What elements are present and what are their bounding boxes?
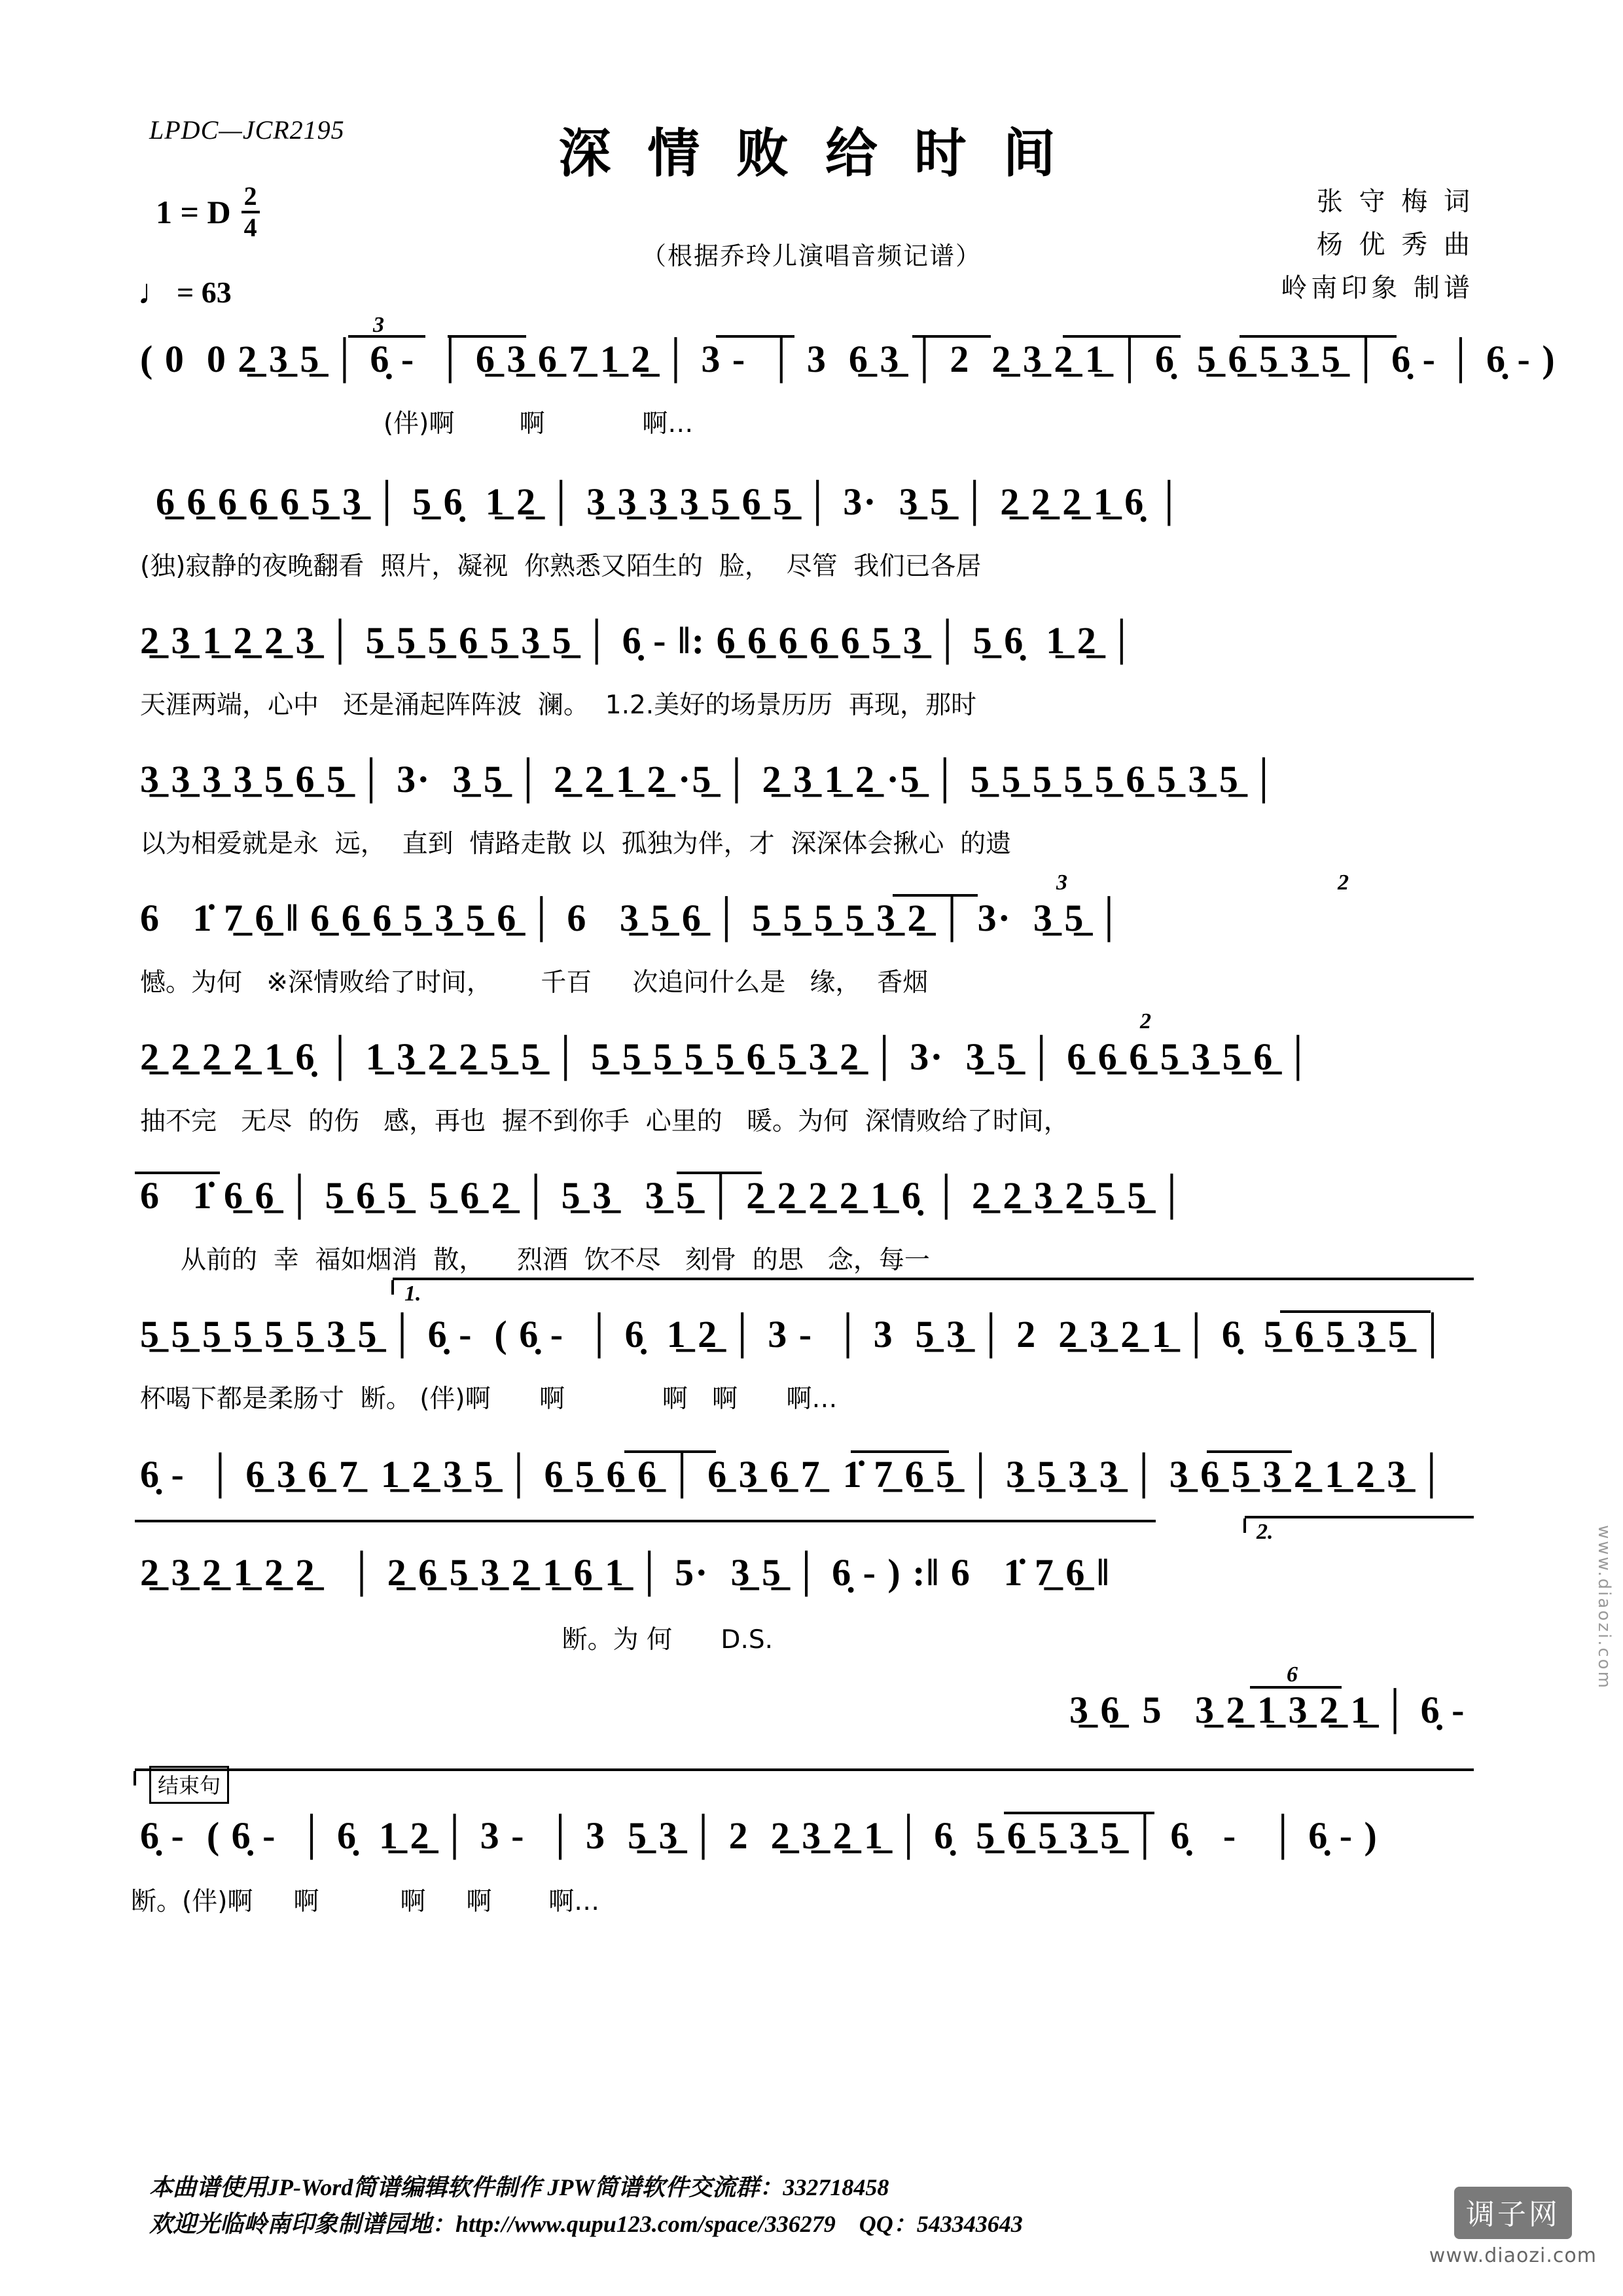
notation-line: 3̲ 3̲ 3̲ 3̲ 5̲ 6̲ 5̲ │ 3· 3̲ 5̲ │ 2̲ 2̲ 1̲ 2̲ ·5̲ │ 2̲ 3̲ 1̲ 2̲ ·5̲ │ 5̲ 5̲ 5̲ 5̲ 5̲ 6̲ 5̲ 3̲ 5̲ │ — [140, 758, 1279, 800]
phrase-slur — [893, 894, 978, 897]
phrase-slur — [135, 1172, 220, 1174]
notation-line: 5̲ 5̲ 5̲ 5̲ 5̲ 5̲ 3̲ 5̲ │ 6̣ - ( 6̣ - │ 6̣ 1̲ 2̲ │ 3 - │ 3 5̲ 3̲ │ 2 2̲ 3̲ 2̲ 1̲ │ 6̣ 5̲ 6̲ 5̲ 3̲ 5̲ │ — [140, 1313, 1448, 1355]
music-body — [131, 313, 1556, 1933]
tempo-value: = 63 — [177, 275, 232, 309]
lyrics-line: 抽不完 无尽 的伤 感，再也 握不到你手 心里的 暖。为何 深情败给了时间， — [140, 1107, 1069, 1136]
notation-line: 6 1̇ 6̲ 6̲ │ 5̲ 6̲ 5̲ 5̲ 6̲ 2̲ │ 5̲ 3̲ 3̲ 5̲ │ 2̲ 2̲ 2̲ 2̲ 1̲ 6̣ │ 2̲ 2̲ 3̲ 2̲ 5̲ 5̲ │ — [140, 1174, 1186, 1217]
credits-block — [1281, 180, 1474, 310]
footer-line-2: 欢迎光临岭南印象制谱园地：http://www.qupu123.com/space/336279 QQ：543343643 — [149, 2210, 1023, 2237]
time-signature-numerator: 2 — [241, 183, 260, 213]
phrase-slur — [1240, 335, 1397, 338]
lyrics-line: 断。(伴)啊 啊 啊 啊 啊… — [131, 1887, 600, 1916]
notation-line: ( 0 0 2̲ 3̲ 5̲ │ 6̣ - │ 6̲ 3̲ 6̲ 7̲ 1̲ 2̲ │ 3 - │ 3 6̲ 3̲ │ 2 2̲ 3̲ 2̲ 1̲ │ 6̣ 5̲ 6̲ 5̲ 3̲ 5̲ │ 6̣ - │ 6̣ - ) — [140, 338, 1556, 380]
phrase-slur — [448, 335, 526, 338]
music-system — [140, 480, 1488, 622]
lyrics-line: 断。为 何 D.S. — [140, 1625, 774, 1655]
triplet-number: 3 — [1056, 870, 1067, 895]
watermark — [1429, 2187, 1597, 2267]
volta-1-label: 1. — [404, 1282, 421, 1306]
tempo-marking — [137, 272, 232, 312]
triplet-number: 3 — [373, 313, 384, 337]
ending-label: 结束句 — [149, 1766, 229, 1804]
volta-2-label: 2. — [1257, 1520, 1274, 1544]
notation-line: 6̲ 6̲ 6̲ 6̲ 6̲ 5̲ 3̲ │ 5̲ 6̣ 1̲ 2̲ │ 3̲ 3̲ 3̲ 3̲ 5̲ 6̲ 5̲ │ 3· 3̲ 5̲ │ 2̲ 2̲ 2̲ 1̲ 6̣ │ — [156, 480, 1184, 523]
music-system — [140, 313, 1556, 483]
key-label: 1 = D — [156, 194, 231, 230]
lyrics-line: 从前的 幸 福如烟消 散， 烈酒 饮不尽 刻骨 的思 念，每一 — [140, 1246, 930, 1275]
phrase-slur — [1207, 1450, 1292, 1453]
lyrics-line: 杯喝下都是柔肠寸 断。 (伴)啊 啊 啊 啊 啊… — [140, 1384, 838, 1414]
music-system — [140, 1174, 1488, 1316]
notation-line: 6 1̇ 7̲ 6̲ ‖ 6̲ 6̲ 6̲ 5̲ 3̲ 5̲ 6̲ │ 6 3̲ 5̲ 6̲ │ 5̲ 5̲ 5̲ 5̲ 3̲ 2̲ │ 3· 3̲ 5̲ │ — [140, 897, 1124, 939]
lyrics-line: 憾。为何 ※深情败给了时间， 千百 次追问什么是 缘， 香烟 — [140, 968, 929, 997]
notation-line: 2̲ 3̲ 2̲ 1̲ 2̲ 2̲ │ 2̲ 6̲ 5̲ 3̲ 2̲ 1̲ 6̲ 1̲ │ 5· 3̲ 5̲ │ 6̣ - ) :‖ 6 1̇ 7̲ 6̲ ‖ — [140, 1551, 1111, 1594]
watermark-label: 调子网 — [1454, 2187, 1572, 2239]
music-system — [140, 758, 1488, 899]
music-system — [140, 870, 1488, 1038]
time-signature — [241, 183, 260, 241]
phrase-slur — [624, 1450, 716, 1453]
bracket-number: 2 — [1338, 870, 1349, 895]
music-system — [140, 1009, 1488, 1177]
quarter-note-icon: ♩ — [137, 272, 173, 312]
sextuplet-number: 6 — [1287, 1662, 1298, 1687]
lyrics-line: 天涯两端，心中 还是涌起阵阵波 澜。 1.2.美好的场景历历 再现，那时 — [140, 691, 976, 720]
time-signature-denominator: 4 — [243, 213, 257, 242]
phrase-slur — [1280, 1310, 1431, 1313]
credit-lyricist: 张 守 梅 词 — [1316, 187, 1474, 217]
footer-line-1: 本曲谱使用JP-Word简谱编辑软件制作 JPW简谱软件交流群：332718458 — [149, 2174, 889, 2200]
song-subtitle: （根据乔玲儿演唱音频记谱） — [641, 242, 982, 270]
volta-2-bracket — [1245, 1516, 1474, 1518]
catalog-number: LPDC—JCR2195 — [149, 115, 345, 145]
lyrics-line: 以为相爱就是永 远， 直到 情路走散 以 孤独为伴，才 深深体会揪心 的遗 — [140, 829, 1012, 859]
phrase-slur — [677, 1172, 762, 1174]
music-system — [140, 1282, 1488, 1456]
notation-line: 6̣ - ( 6̣ - │ 6̣ 1̲ 2̲ │ 3 - │ 3 5̲ 3̲ │ 2 2̲ 3̲ 2̲ 1̲ │ 6̣ 5̲ 6̲ 5̲ 3̲ 5̲ │ 6̣ - │ 6̣ - ) — [140, 1814, 1378, 1857]
side-watermark: www.diaozi.com — [1594, 1525, 1614, 1690]
bracket-number: 2 — [1140, 1009, 1151, 1033]
credit-composer: 杨 优 秀 曲 — [1316, 230, 1474, 260]
music-system — [131, 1773, 1488, 1933]
music-system — [140, 619, 1488, 761]
sextuplet-bracket — [1250, 1686, 1342, 1689]
music-system — [140, 1453, 1488, 1554]
volta-continuation-bracket — [135, 1520, 1156, 1522]
phrase-slur — [851, 1450, 949, 1453]
notation-line: 3̲ 6̲ 5 3̲ 2̲ 1̲ 3̲ 2̲ 1̲ │ 6̣ - — [1069, 1689, 1466, 1731]
footer-block — [149, 2170, 1458, 2243]
phrase-slur — [1004, 1812, 1154, 1814]
lyrics-line: (伴)啊 啊 啊… — [140, 409, 694, 439]
phrase-slur — [912, 335, 991, 338]
ending-bracket — [135, 1768, 1474, 1771]
notation-line: 2̲ 2̲ 2̲ 2̲ 1̲ 6̣ │ 1̲ 3̲ 2̲ 2̲ 5̲ 5̲ │ 5̲ 5̲ 5̲ 5̲ 5̲ 6̲ 5̲ 3̲ 2̲ │ 3· 3̲ 5̲ │ 6̲ 6̲ 6̲ 5̲ 3̲ 5̲ 6̲ │ — [140, 1035, 1313, 1078]
triplet-bracket — [348, 335, 425, 338]
notation-line: 6̣ - │ 6̲ 3̲ 6̲ 7̲ 1̲ 2̲ 3̲ 5̲ │ 6̲ 5̲ 6̲ 6̲ │ 6̲ 3̲ 6̲ 7̲ 1̇ 7̲ 6̲ 5̲ │ 3̲ 5̲ 3̲ 3̲ │ 3̲ 6̲ 5̲ 3̲ 2̲ 1̲ 2̲ 3̲ │ — [140, 1453, 1446, 1496]
music-system — [140, 1520, 1488, 1691]
song-title: 深 情 败 给 时 间 — [558, 123, 1065, 184]
phrase-slur — [1063, 335, 1181, 338]
credit-transcriber: 岭南印象 制谱 — [1281, 273, 1474, 303]
lyrics-line: (独)寂静的夜晚翻看 照片，凝视 你熟悉又陌生的 脸， 尽管 我们已各居 — [140, 552, 982, 581]
watermark-url: www.diaozi.com — [1429, 2244, 1597, 2267]
music-system — [140, 1662, 1488, 1803]
phrase-slur — [716, 335, 794, 338]
volta-1-bracket — [393, 1278, 1474, 1280]
key-signature — [156, 183, 260, 241]
notation-line: 2̲ 3̲ 1̲ 2̲ 2̲ 3̲ │ 5̲ 5̲ 5̲ 6̲ 5̲ 3̲ 5̲ │ 6̣ - ‖: 6̲ 6̲ 6̲ 6̲ 6̲ 5̲ 3̲ │ 5̲ 6̣ 1̲ 2̲ │ — [140, 619, 1137, 662]
